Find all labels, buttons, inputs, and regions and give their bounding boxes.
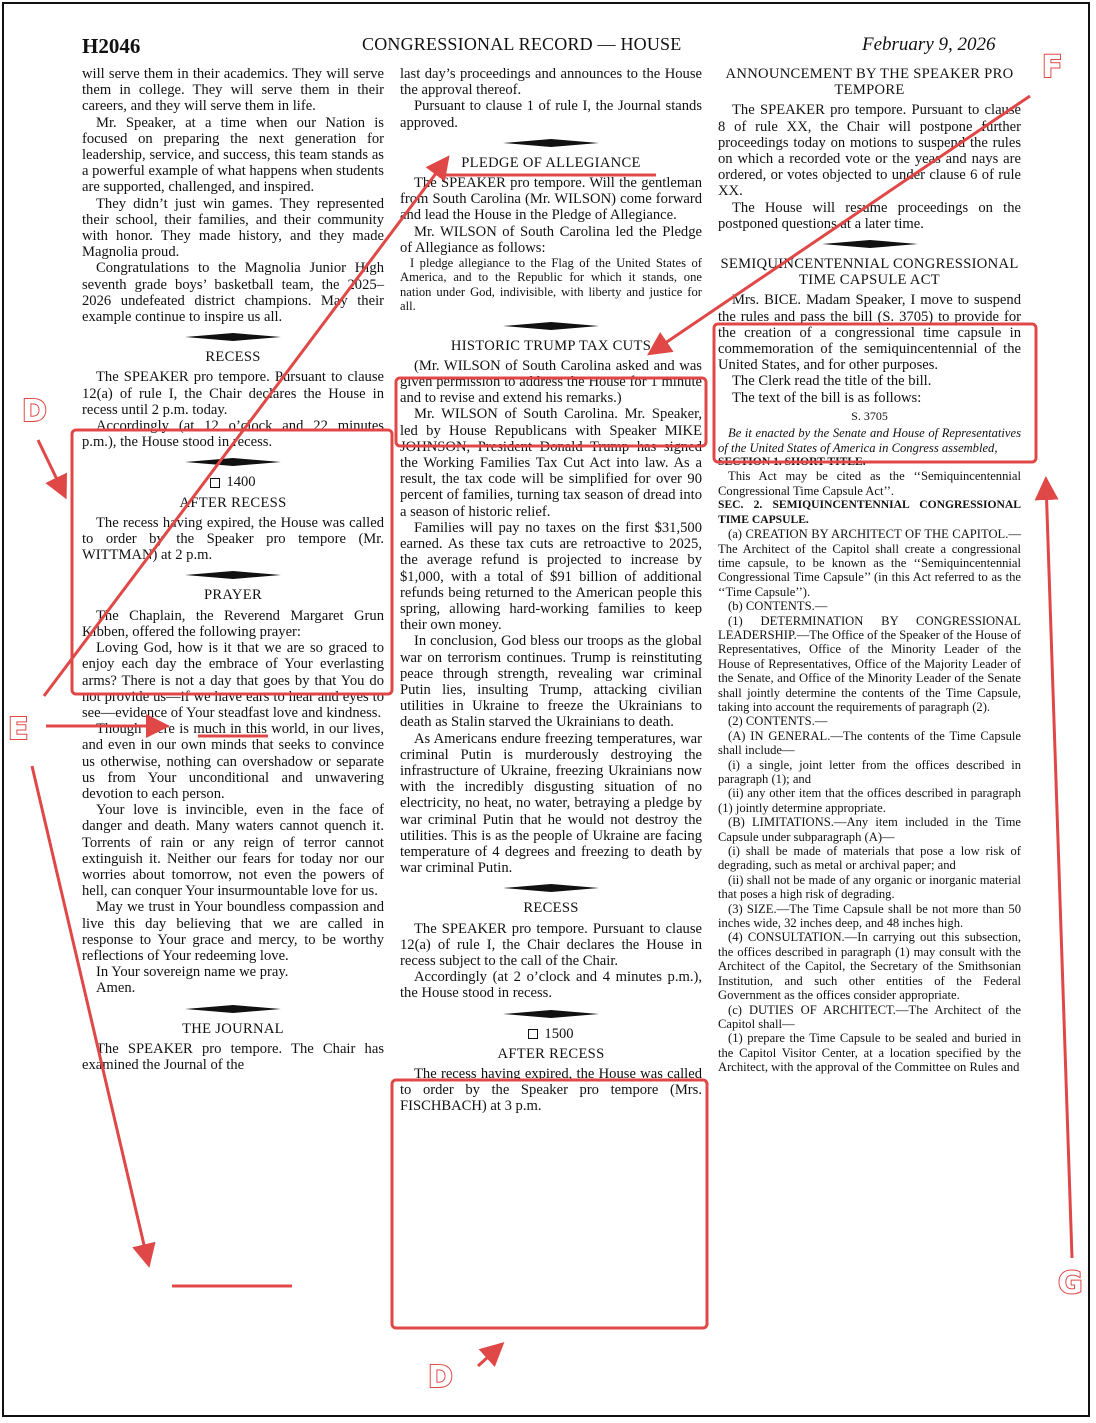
time-value: 1400 (226, 474, 256, 491)
annotation-label-e: E (8, 712, 29, 747)
paragraph: Though there is much in this world, in our lives, and even in our own minds that seeks to convince us otherwise, nothing can overshadow or separate us from Your unconditional and unwavering devotion to each person. (82, 721, 384, 802)
paragraph: Congratulations to the Magnolia Junior High seventh grade boys’ basketball team, the 2025–2026 undefeated district champions. May their example continue to inspire us all. (82, 260, 384, 326)
bill-text: (c) DUTIES OF ARCHITECT.—The Architect of the Capitol shall— (718, 1002, 1021, 1031)
section-heading-pledge: PLEDGE OF ALLEGIANCE (461, 154, 641, 171)
column-3 (718, 66, 1021, 1075)
annotation-label-g: G (1058, 1266, 1083, 1301)
bill-text: (4) CONSULTATION.—In carrying out this subsection, the offices described in paragraph (1) may consult with the Architect of the Capitol, the Secretary of the Smithsonian Institution, and such other entities of the Federal Government as the offices consider appropriate. (718, 930, 1021, 1003)
page-number: H2046 (82, 34, 141, 58)
bill-text: (ii) shall not be made of any organic or inorganic material that poses a high risk of degrading. (718, 872, 1021, 902)
paragraph: The recess having expired, the House was called to order by the Speaker pro tempore (Mrs. FISCHBACH) at 3 p.m. (400, 1065, 702, 1115)
annotation-label-f: F (1042, 50, 1063, 85)
bill-text: (b) CONTENTS.— (728, 599, 828, 614)
paragraph: Mrs. BICE. Madam Speaker, I move to suspend the rules and pass the bill (S. 3705) to provide for the creation of a congressional time capsule in commemoration of the semiquincentennial of the United States, and for other purposes. (718, 292, 1021, 374)
paragraph: (Mr. WILSON of South Carolina asked and was given permission to address the House for 1 minute and to revise and extend his remarks.) (400, 357, 702, 407)
paragraph: Families will pay no taxes on the first $31,500 earned. As these tax cuts are retroactive to 2025, the average refund is projected to increase by $1,000, with a total of $91 billion of additional refunds being returned to the American people this spring, allowing hard-working families to keep their own money. (400, 519, 702, 634)
section-heading-after-recess: AFTER RECESS (179, 494, 287, 511)
section-heading-journal: THE JOURNAL (182, 1020, 284, 1037)
section-heading-time-capsule: SEMIQUINCENTENNIAL CONGRESSIONAL TIME CAPSULE ACT (720, 256, 1019, 289)
section-heading-recess-2: RECESS (523, 900, 579, 917)
checkbox-square-icon (528, 1029, 538, 1039)
paragraph: Mr. Speaker, at a time when our Nation is focused on preparing the next generation for leadership, service, and success, this team stands as a powerful example of what happens when students are supported, challenged, and inspired. (82, 114, 384, 196)
paragraph: The SPEAKER pro tempore. Pursuant to clause 12(a) of rule I, the Chair declares the House in recess subject to the call of the Chair. (400, 920, 702, 969)
paragraph: They didn’t just win games. They represented their school, their families, and their community with honor. They made history, and they made Magnolia proud. (82, 195, 384, 261)
section-heading-recess: RECESS (205, 349, 261, 366)
pledge-text: I pledge allegiance to the Flag of the United States of America, and to the Republic for which it stands, one nation under God, indivisible, with liberty and justice for all. (400, 256, 702, 314)
time-stamp (400, 1026, 702, 1042)
paragraph: Pursuant to clause 1 of rule I, the Journal stands approved. (400, 98, 702, 131)
paragraph: Loving God, how is it that we are so graced to enjoy each day the embrace of Your everlasting arms? There is not a day that goes by that You do not provide us—if we have ears to hear and eyes to see—evidence of Your steadfast love and kindness. (82, 640, 384, 721)
paragraph: Mr. WILSON of South Carolina led the Pledge of Allegiance as follows: (400, 223, 702, 256)
section-divider (503, 1010, 599, 1018)
paragraph: The recess having expired, the House was called to order by the Speaker pro tempore (Mr. WITTMAN) at 2 p.m. (82, 514, 384, 564)
section-divider (503, 322, 599, 330)
annotation-label-d-bottom: D (428, 1360, 453, 1395)
paragraph: will serve them in their academics. They will serve them in college. They will serve them in their careers, and they will serve them in life. (82, 66, 384, 115)
section-divider (185, 1005, 281, 1013)
bill-text: (1) DETERMINATION BY CONGRESSIONAL LEADERSHIP.—The Office of the Speaker of the House of Representatives, Office of the Minority Leader of the House of Representatives, Office of the Majority Leader of the Senate, and Office of the Minority Leader of the Senate shall jointly determine the contents of the Time Capsule, taking into account the requirements of paragraph (2). (718, 613, 1021, 714)
section-heading-after-recess-2: AFTER RECESS (497, 1045, 605, 1062)
section-heading-prayer: PRAYER (203, 587, 263, 604)
bill-text: (2) CONTENTS.— (728, 714, 828, 729)
annotation-label-d-top: D (22, 394, 47, 429)
section-heading-tax-cuts: HISTORIC TRUMP TAX CUTS (450, 337, 652, 354)
bill-text: (B) LIMITATIONS.—Any item included in the Time Capsule under subparagraph (A)— (718, 815, 1021, 844)
paragraph: The Chaplain, the Reverend Margaret Grun Kibben, offered the following prayer: (82, 607, 384, 640)
paragraph: Mr. WILSON of South Carolina. Mr. Speaker, led by House Republicans with Speaker MIKE JOHNSON, President Donald Trump has signed the Working Families Tax Cut Act into law. As a result, the tax code will be simplified for over 90 percent of families, turning tax season of dread into a season of historic relief. (400, 406, 702, 520)
paragraph: As Americans endure freezing temperatures, war criminal Putin is murderously destroying the infrastructure of Ukraine, freezing Ukrainians now with the incredibly disgusting situation of no electricity, no heat, no water, betraying a pledge by war criminal Putin that he would not destroy the utilities. This is as the people of Ukraine are facing temperature of 4 degrees and freezing to death by war criminal Putin. (400, 730, 702, 877)
paragraph: May we trust in Your boundless compassion and live this day believing that we are called in response to Your grace and mercy, to be worthy reflections of Your redeeming love. (82, 899, 384, 964)
publication-date: February 9, 2026 (862, 34, 996, 55)
section-divider (185, 458, 281, 466)
bill-text: (ii) any other item that the offices described in paragraph (1) jointly determine appropriate. (718, 786, 1021, 815)
section-divider (822, 240, 918, 248)
time-value: 1500 (544, 1025, 574, 1042)
section-divider (503, 139, 599, 147)
paragraph: In conclusion, God bless our troops as the global war on terrorism continues. Trump is reinstituting peace through strength, revealing war criminal Putin lies, insulting Trump, attacking civilian utilities in Ukraine to freeze the Ukrainians to death as Stalin starved the Ukrainians to death. (400, 633, 702, 731)
time-stamp (82, 474, 384, 490)
paragraph: The SPEAKER pro tempore. The Chair has examined the Journal of the (82, 1040, 384, 1073)
bill-number: S. 3705 (851, 408, 888, 423)
section-divider (185, 333, 281, 341)
bill-text: (i) a single, joint letter from the offices described in paragraph (1); and (718, 757, 1021, 787)
bill-text: This Act may be cited as the ‘‘Semiquincentennial Congressional Time Capsule Act’’. (718, 469, 1021, 498)
paragraph: The text of the bill is as follows: (732, 389, 922, 406)
paragraph: Accordingly (at 12 o’clock and 22 minutes p.m.), the House stood in recess. (82, 418, 384, 451)
publication-title: CONGRESSIONAL RECORD — HOUSE (362, 34, 682, 54)
paragraph: Your love is invincible, even in the face of danger and death. Many waters cannot quench it. Torrents of rain or any reign of terror cannot extinguish it. Neither our fears for today nor our worries about tomorrow, not even the powers of hell, can conquer Your insurmountable love for us. (82, 802, 384, 900)
bill-text: (A) IN GENERAL.—The contents of the Time Capsule shall include— (718, 728, 1021, 758)
bill-text: (i) shall be made of materials that pose a low risk of degrading, such as metal or archival paper; and (718, 844, 1021, 873)
paragraph: In Your sovereign name we pray. (96, 964, 289, 981)
section-divider (185, 571, 281, 579)
section-divider (503, 884, 599, 892)
bill-text: (1) prepare the Time Capsule to be sealed and buried in the Capitol Visitor Center, at a location specified by the Architect, with the approval of the Committee on Rules and (718, 1031, 1021, 1075)
enacting-clause: Be it enacted by the Senate and House of Representatives of the United States of America in Congress assembled, (718, 426, 1021, 455)
bill-text: (a) CREATION BY ARCHITECT OF THE CAPITOL.—The Architect of the Capitol shall create a congressional time capsule, to be known as the ‘‘Semiquincentennial Congressional Time Capsule’’ (in this Act referred to as the ‘‘Time Capsule’’). (718, 527, 1021, 599)
paragraph: Accordingly (at 2 o’clock and 4 minutes p.m.), the House stood in recess. (400, 969, 702, 1002)
section-2-heading: SEC. 2. SEMIQUINCENTENNIAL CONGRESSIONAL TIME CAPSULE. (718, 498, 1021, 526)
paragraph: last day’s proceedings and announces to the House the approval thereof. (400, 66, 702, 99)
paragraph: Amen. (96, 980, 136, 997)
section-heading-announcement: ANNOUNCEMENT BY THE SPEAKER PRO TEMPORE (725, 66, 1014, 99)
paragraph: The Clerk read the title of the bill. (732, 373, 932, 390)
column-1 (82, 66, 384, 1073)
paragraph: The SPEAKER pro tempore. Pursuant to clause 8 of rule XX, the Chair will postpone further proceedings today on motions to suspend the rules on which a recorded vote or the yeas and nays are ordered, or votes objected to under clause 6 of rule XX. (718, 102, 1021, 200)
checkbox-square-icon (210, 478, 220, 488)
bill-text: (3) SIZE.—The Time Capsule shall be not more than 50 inches wide, 32 inches deep, and 48 inches high. (718, 901, 1021, 931)
column-2 (400, 66, 702, 1115)
section-1-heading: SECTION 1. SHORT TITLE. (718, 455, 866, 469)
paragraph: The SPEAKER pro tempore. Pursuant to clause 12(a) of rule I, the Chair declares the House in recess until 2 p.m. today. (82, 369, 384, 418)
paragraph: The SPEAKER pro tempore. Will the gentleman from South Carolina (Mr. WILSON) come forward and lead the House in the Pledge of Allegiance. (400, 175, 702, 224)
paragraph: The House will resume proceedings on the postponed questions at a later time. (718, 199, 1021, 232)
